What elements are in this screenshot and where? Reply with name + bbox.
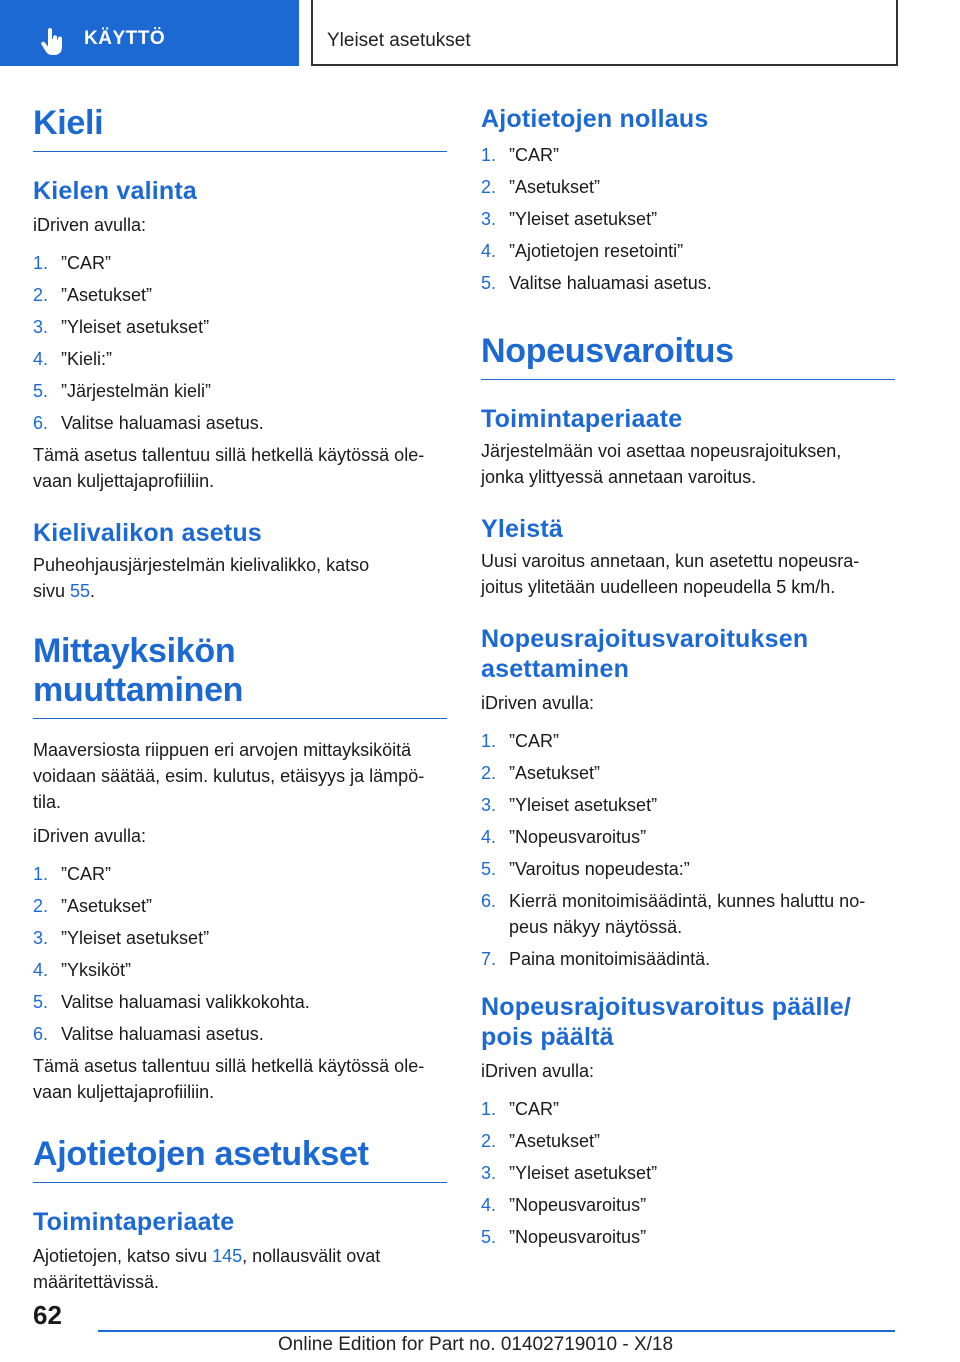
intro-text: iDriven avulla: [33,215,147,235]
section-title-nopeusvaroitus: Nopeusvaroitus [481,332,895,380]
mittayksikko-desc: Maaversiosta riippuen eri arvojen mittayksiköitä voidaan säätää, esim. kulutus, etäisyys ja lämpö- tila. [33,740,425,812]
note-text: Tämä asetus tallentuu sillä hetkellä käytössä ole- vaan kuljettajaprofiiliin. [33,445,425,491]
left-column [33,96,447,1295]
steps-kielen-valinta [33,250,447,436]
yleista-text: Uusi varoitus annetaan, kun asetettu nopeusra- joitus ylitetään uudelleen nopeudella 5 km/h. [481,551,860,597]
heading-nopeusrajoitusvaroituksen-asettaminen: Nopeusrajoitusvaroituksen asettaminen [481,625,809,683]
chapter-title: Yleiset asetukset [327,30,471,51]
heading-yleista: Yleistä [481,515,564,543]
list-item: 3. ”Yleiset asetukset” [481,1163,658,1183]
ajotietojen-text: Ajotietojen, katso sivu 145, nollausvälit ovat määritettävissä. [33,1246,381,1292]
section-title-ajotietojen: Ajotietojen asetukset [33,1135,447,1183]
list-item: 5. Valitse haluamasi valikkokohta. [33,992,310,1012]
page-link-55[interactable]: 55 [70,581,91,601]
heading-kielen-valinta: Kielen valinta [33,177,197,205]
list-item: 1. ”CAR” [33,864,111,884]
list-item: 4. ”Nopeusvaroitus” [481,1195,647,1215]
list-item: 3. ”Yleiset asetukset” [481,795,658,815]
section-label: KÄYTTÖ [84,28,166,49]
list-item: 5. Valitse haluamasi asetus. [481,273,712,293]
steps-mittayksikko [33,861,447,1047]
list-item: 2. ”Asetukset” [481,763,601,783]
heading-paalle-pois: Nopeusrajoitusvaroitus päälle/ pois päältä [481,993,851,1051]
intro-text: iDriven avulla: [481,1061,595,1081]
list-item: 6. Kierrä monitoimisäädintä, kunnes haluttu no- peus näkyy näytössä. [481,891,866,937]
page-number: 62 [33,1300,62,1330]
steps-nollaus [481,142,895,296]
list-item: 2. ”Asetukset” [33,896,153,916]
section-tab [0,0,299,66]
list-item: 3. ”Yleiset asetukset” [33,928,210,948]
list-item: 4. ”Kieli:” [33,349,113,369]
list-item: 5. ”Järjestelmän kieli” [33,381,212,401]
note-text: Tämä asetus tallentuu sillä hetkellä käytössä ole- vaan kuljettajaprofiiliin. [33,1056,425,1102]
list-item: 6. Valitse haluamasi asetus. [33,413,264,433]
list-item: 4. ”Yksiköt” [33,960,132,980]
hand-pointer-icon [40,28,64,56]
page-header [0,0,960,66]
list-item: 2. ”Asetukset” [33,285,153,305]
heading-toimintaperiaate: Toimintaperiaate [33,1208,235,1236]
chapter-title-box [311,0,898,66]
edition-text: Online Edition for Part no. 01402719010 - X/18 [278,1334,674,1355]
list-item: 4. ”Nopeusvaroitus” [481,827,647,847]
list-item: 6. Valitse haluamasi asetus. [33,1024,264,1044]
section-title-kieli: Kieli [33,96,447,152]
list-item: 5. ”Varoitus nopeudesta:” [481,859,690,879]
list-item: 4. ”Ajotietojen resetointi” [481,241,684,261]
list-item: 5. ”Nopeusvaroitus” [481,1227,647,1247]
page-link-145[interactable]: 145 [212,1246,243,1266]
heading-ajotietojen-nollaus: Ajotietojen nollaus [481,105,709,133]
toimintaperiaate-text: Järjestelmään voi asettaa nopeusrajoituksen, jonka ylittyessä annetaan varoitus. [481,441,842,487]
list-item: 1. ”CAR” [481,731,559,751]
heading-kielivalikon-asetus: Kielivalikon asetus [33,519,262,547]
steps-asettaminen [481,728,895,972]
intro-text: iDriven avulla: [481,693,595,713]
section-title-mittayksikko: Mittayksikön muuttaminen [33,632,447,719]
list-item: 1. ”CAR” [481,145,559,165]
steps-paalle-pois [481,1096,895,1250]
list-item: 3. ”Yleiset asetukset” [33,317,210,337]
list-item: 3. ”Yleiset asetukset” [481,209,658,229]
list-item: 2. ”Asetukset” [481,177,601,197]
list-item: 7. Paina monitoimisäädintä. [481,949,711,969]
list-item: 1. ”CAR” [481,1099,559,1119]
right-column [481,96,895,1256]
footer-divider [98,1330,895,1332]
list-item: 1. ”CAR” [33,253,111,273]
list-item: 2. ”Asetukset” [481,1131,601,1151]
heading-toimintaperiaate: Toimintaperiaate [481,405,683,433]
intro-text: iDriven avulla: [33,826,147,846]
valikko-text: Puheohjausjärjestelmän kielivalikko, katso sivu 55. [33,555,370,601]
